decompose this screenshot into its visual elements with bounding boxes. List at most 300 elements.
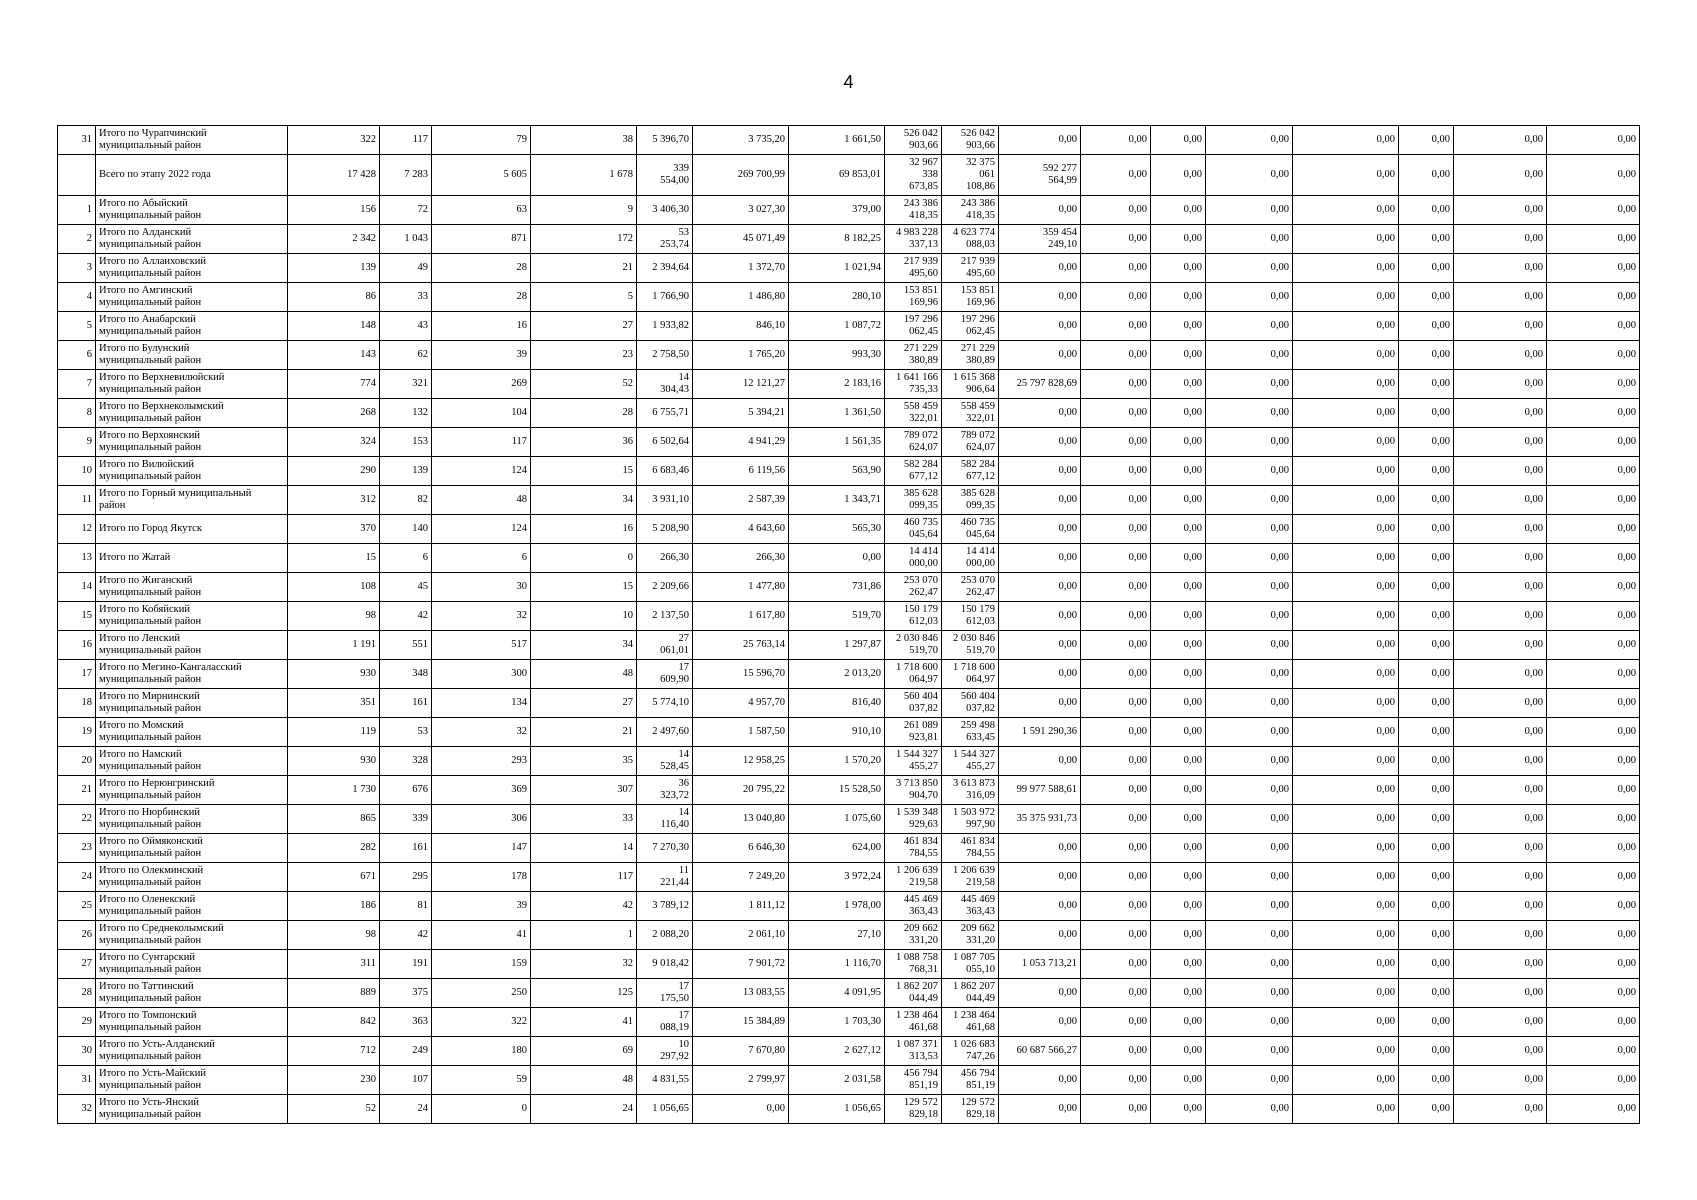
value-cell-c8-line: 037,82 [909,703,938,714]
value-cell-c2: 348 [380,660,432,689]
value-cell-c13: 0,00 [1206,1008,1293,1037]
table-row [58,126,1640,155]
value-cell-c6: 4 643,60 [693,515,789,544]
value-cell-c15: 0,00 [1399,689,1454,718]
value-cell-c9-line: 1 503 972 [953,807,995,818]
value-cell-c9 [942,341,999,370]
value-cell-c15: 0,00 [1399,718,1454,747]
row-name-cell-line: муниципальный район [99,964,202,975]
value-cell-c8-line: 903,66 [909,140,938,151]
value-cell-c14: 0,00 [1293,341,1399,370]
value-cell-c12: 0,00 [1151,486,1206,515]
value-cell-c14: 0,00 [1293,428,1399,457]
value-cell-c15: 0,00 [1399,457,1454,486]
value-cell-c5 [637,660,693,689]
value-cell-c10-line: 359 454 [1042,227,1077,238]
value-cell-c14: 0,00 [1293,370,1399,399]
row-index-cell: 31 [58,126,96,155]
value-cell-c12: 0,00 [1151,805,1206,834]
value-cell-c9-line: 1 862 207 [953,981,995,992]
row-name-cell-line: Итого по Нюрбинский [99,807,200,818]
value-cell-c6: 5 394,21 [693,399,789,428]
value-cell-c7: 1 021,94 [789,254,885,283]
value-cell-c13: 0,00 [1206,805,1293,834]
value-cell-c10 [999,457,1081,486]
row-name-cell-line: муниципальный район [99,616,202,627]
value-cell-c8 [885,126,942,155]
value-cell-c11: 0,00 [1081,1037,1151,1066]
row-name-cell [96,283,288,312]
value-cell-c15: 0,00 [1399,1037,1454,1066]
value-cell-c1: 712 [288,1037,380,1066]
value-cell-c10-line: 564,99 [1048,175,1077,186]
row-name-cell [96,660,288,689]
value-cell-c11: 0,00 [1081,155,1151,196]
row-name-cell-line: муниципальный район [99,1080,202,1091]
value-cell-c8-line: 582 284 [903,459,938,470]
value-cell-c14: 0,00 [1293,660,1399,689]
value-cell-c16: 0,00 [1454,573,1547,602]
value-cell-c12: 0,00 [1151,283,1206,312]
table-row [58,631,1640,660]
value-cell-c8 [885,399,942,428]
row-name-cell-line: Итого по Верхнеколымский [99,401,224,412]
value-cell-c9-line: 677,12 [966,471,995,482]
value-cell-c9 [942,776,999,805]
value-cell-c16: 0,00 [1454,718,1547,747]
value-cell-c4: 28 [531,399,637,428]
value-cell-c17: 0,00 [1547,515,1640,544]
value-cell-c2: 140 [380,515,432,544]
value-cell-c8 [885,573,942,602]
value-cell-c8 [885,1095,942,1124]
value-cell-c8-line: 418,35 [909,210,938,221]
row-name-cell [96,1037,288,1066]
row-name-cell-line: Итого по Таттинский [99,981,194,992]
value-cell-c3: 39 [432,892,531,921]
row-name-cell [96,573,288,602]
value-cell-c8 [885,283,942,312]
value-cell-c13: 0,00 [1206,312,1293,341]
value-cell-c6: 12 121,27 [693,370,789,399]
value-cell-c9-line: 129 572 [960,1097,995,1108]
value-cell-c12: 0,00 [1151,602,1206,631]
value-cell-c14: 0,00 [1293,776,1399,805]
value-cell-c5-line: 2 394,64 [652,262,689,273]
row-name-cell-line: Итого по Момский [99,720,184,731]
table-row [58,602,1640,631]
value-cell-c10-line: 0,00 [1058,668,1077,679]
row-index-cell: 20 [58,747,96,776]
value-cell-c8 [885,834,942,863]
value-cell-c5-line: 2 088,20 [652,929,689,940]
value-cell-c2: 328 [380,747,432,776]
value-cell-c15: 0,00 [1399,776,1454,805]
value-cell-c5-line: 6 502,64 [652,436,689,447]
value-cell-c9-line: 1 544 327 [953,749,995,760]
value-cell-c6: 2 799,97 [693,1066,789,1095]
value-cell-c8 [885,225,942,254]
value-cell-c2: 42 [380,921,432,950]
value-cell-c3: 178 [432,863,531,892]
value-cell-c9-line: 153 851 [960,285,995,296]
value-cell-c13: 0,00 [1206,573,1293,602]
row-name-cell-line: Итого по Жиганский [99,575,193,586]
value-cell-c15: 0,00 [1399,399,1454,428]
value-cell-c10-line: 0,00 [1058,842,1077,853]
value-cell-c5-line: 339 [673,163,689,174]
value-cell-c8-line: 064,97 [909,674,938,685]
value-cell-c10-line: 60 687 566,27 [1016,1045,1077,1056]
value-cell-c4: 33 [531,805,637,834]
value-cell-c17: 0,00 [1547,718,1640,747]
value-cell-c4: 34 [531,486,637,515]
value-cell-c8-line: 789 072 [903,430,938,441]
value-cell-c1: 1 191 [288,631,380,660]
row-name-cell [96,155,288,196]
value-cell-c1: 774 [288,370,380,399]
value-cell-c2: 249 [380,1037,432,1066]
value-cell-c5 [637,573,693,602]
value-cell-c14: 0,00 [1293,689,1399,718]
value-cell-c5-line: 2 497,60 [652,726,689,737]
value-cell-c5 [637,892,693,921]
value-cell-c9 [942,747,999,776]
value-cell-c10-line: 0,00 [1058,1016,1077,1027]
value-cell-c6: 13 040,80 [693,805,789,834]
row-name-cell-line: муниципальный район [99,877,202,888]
value-cell-c16: 0,00 [1454,863,1547,892]
row-name-cell-line: Итого по Сунтарский [99,952,195,963]
value-cell-c9 [942,573,999,602]
value-cell-c5-line: 6 755,71 [652,407,689,418]
value-cell-c17: 0,00 [1547,486,1640,515]
value-cell-c16: 0,00 [1454,283,1547,312]
value-cell-c4: 15 [531,573,637,602]
value-cell-c6: 7 249,20 [693,863,789,892]
value-cell-c5 [637,1095,693,1124]
value-cell-c9-line: 1 718 600 [953,662,995,673]
value-cell-c7: 731,86 [789,573,885,602]
row-name-cell-line: Итого по Ленский [99,633,181,644]
value-cell-c8-line: 217 939 [903,256,938,267]
value-cell-c9-line: 380,89 [966,355,995,366]
row-name-cell [96,515,288,544]
row-index-cell: 14 [58,573,96,602]
value-cell-c1: 139 [288,254,380,283]
value-cell-c11: 0,00 [1081,544,1151,573]
value-cell-c16: 0,00 [1454,805,1547,834]
value-cell-c9-line: 633,45 [966,732,995,743]
value-cell-c17: 0,00 [1547,834,1640,863]
value-cell-c8-line: 673,85 [909,181,938,192]
value-cell-c10-line: 0,00 [1058,262,1077,273]
value-cell-c17: 0,00 [1547,341,1640,370]
value-cell-c5-line: 2 758,50 [652,349,689,360]
row-index-cell: 7 [58,370,96,399]
value-cell-c14: 0,00 [1293,283,1399,312]
value-cell-c4: 38 [531,126,637,155]
value-cell-c6: 25 763,14 [693,631,789,660]
value-cell-c3: 30 [432,573,531,602]
value-cell-c14: 0,00 [1293,805,1399,834]
value-cell-c3: 180 [432,1037,531,1066]
value-cell-c1: 865 [288,805,380,834]
value-cell-c9-line: 088,03 [966,239,995,250]
value-cell-c5 [637,196,693,225]
value-cell-c9 [942,225,999,254]
value-cell-c13: 0,00 [1206,979,1293,1008]
value-cell-c9-line: 316,09 [966,790,995,801]
value-cell-c7: 1 661,50 [789,126,885,155]
value-cell-c5-line: 10 [678,1039,689,1050]
value-cell-c9 [942,805,999,834]
value-cell-c9-line: 061 [979,169,995,180]
value-cell-c6: 1 765,20 [693,341,789,370]
value-cell-c7: 1 978,00 [789,892,885,921]
row-name-cell-line: муниципальный район [99,239,202,250]
value-cell-c8-line: 099,35 [909,500,938,511]
value-cell-c15: 0,00 [1399,747,1454,776]
value-cell-c9-line: 456 794 [960,1068,995,1079]
value-cell-c13: 0,00 [1206,834,1293,863]
row-name-cell [96,399,288,428]
value-cell-c13: 0,00 [1206,486,1293,515]
value-cell-c15: 0,00 [1399,863,1454,892]
value-cell-c11: 0,00 [1081,225,1151,254]
row-index-cell: 9 [58,428,96,457]
value-cell-c17: 0,00 [1547,544,1640,573]
value-cell-c16: 0,00 [1454,312,1547,341]
value-cell-c17: 0,00 [1547,660,1640,689]
value-cell-c2: 42 [380,602,432,631]
table-row [58,544,1640,573]
value-cell-c12: 0,00 [1151,834,1206,863]
value-cell-c13: 0,00 [1206,1095,1293,1124]
value-cell-c5-line: 11 [678,865,689,876]
value-cell-c10 [999,689,1081,718]
value-cell-c2: 321 [380,370,432,399]
row-name-cell-line: Итого по Анабарский [99,314,196,325]
value-cell-c9 [942,892,999,921]
value-cell-c10-line: 0,00 [1058,987,1077,998]
value-cell-c8 [885,689,942,718]
row-index-cell: 8 [58,399,96,428]
value-cell-c8 [885,1037,942,1066]
value-cell-c5 [637,747,693,776]
value-cell-c9-line: 851,19 [966,1080,995,1091]
row-name-cell-line: Итого по Горный муниципальный [99,488,252,499]
value-cell-c11: 0,00 [1081,312,1151,341]
value-cell-c4: 1 678 [531,155,637,196]
value-cell-c1: 290 [288,457,380,486]
value-cell-c14: 0,00 [1293,1037,1399,1066]
value-cell-c4: 41 [531,1008,637,1037]
value-cell-c9-line: 461 834 [960,836,995,847]
value-cell-c9-line: 062,45 [966,326,995,337]
value-cell-c3: 28 [432,283,531,312]
value-cell-c10-line: 99 977 588,61 [1016,784,1077,795]
value-cell-c10 [999,747,1081,776]
value-cell-c9-line: 044,49 [966,993,995,1004]
row-name-cell-line: Итого по Кобяйский [99,604,190,615]
data-table [57,125,1640,1124]
value-cell-c10-line: 0,00 [1058,639,1077,650]
value-cell-c8-line: 526 042 [903,128,938,139]
value-cell-c13: 0,00 [1206,950,1293,979]
value-cell-c6: 4 941,29 [693,428,789,457]
value-cell-c12: 0,00 [1151,892,1206,921]
value-cell-c8-line: 2 030 846 [896,633,938,644]
value-cell-c11: 0,00 [1081,892,1151,921]
value-cell-c16: 0,00 [1454,126,1547,155]
value-cell-c6: 20 795,22 [693,776,789,805]
row-index-cell: 25 [58,892,96,921]
row-name-cell-line: муниципальный район [99,140,202,151]
value-cell-c9-line: 037,82 [966,703,995,714]
row-index-cell [58,155,96,196]
value-cell-c9 [942,979,999,1008]
value-cell-c12: 0,00 [1151,341,1206,370]
value-cell-c12: 0,00 [1151,631,1206,660]
value-cell-c3: 104 [432,399,531,428]
value-cell-c10-line: 0,00 [1058,697,1077,708]
value-cell-c8-line: 1 087 371 [896,1039,938,1050]
row-index-cell: 11 [58,486,96,515]
value-cell-c8 [885,718,942,747]
value-cell-c1: 324 [288,428,380,457]
row-name-cell [96,1095,288,1124]
value-cell-c7: 8 182,25 [789,225,885,254]
value-cell-c5-line: 5 774,10 [652,697,689,708]
value-cell-c8 [885,979,942,1008]
value-cell-c17: 0,00 [1547,892,1640,921]
value-cell-c6: 269 700,99 [693,155,789,196]
value-cell-c6: 846,10 [693,312,789,341]
value-cell-c6: 4 957,70 [693,689,789,718]
row-name-cell [96,312,288,341]
value-cell-c7: 2 013,20 [789,660,885,689]
value-cell-c4: 0 [531,544,637,573]
value-cell-c15: 0,00 [1399,602,1454,631]
value-cell-c14: 0,00 [1293,1095,1399,1124]
value-cell-c10 [999,283,1081,312]
value-cell-c16: 0,00 [1454,979,1547,1008]
value-cell-c9-line: 363,43 [966,906,995,917]
value-cell-c3: 159 [432,950,531,979]
value-cell-c8-line: 1 206 639 [896,865,938,876]
value-cell-c9-line: 526 042 [960,128,995,139]
value-cell-c5-line: 14 [678,749,689,760]
value-cell-c4: 16 [531,515,637,544]
value-cell-c10-line: 0,00 [1058,552,1077,563]
value-cell-c1: 119 [288,718,380,747]
value-cell-c8-line: 929,63 [909,819,938,830]
value-cell-c1: 351 [288,689,380,718]
value-cell-c5-line: 5 396,70 [652,134,689,145]
value-cell-c16: 0,00 [1454,834,1547,863]
row-name-cell-line: Итого по Амгинский [99,285,193,296]
value-cell-c12: 0,00 [1151,399,1206,428]
value-cell-c5-line: 304,43 [660,384,689,395]
value-cell-c14: 0,00 [1293,1066,1399,1095]
value-cell-c8-line: 4 983 228 [896,227,938,238]
table-row [58,399,1640,428]
value-cell-c9-line: 455,27 [966,761,995,772]
value-cell-c7: 1 343,71 [789,486,885,515]
value-cell-c13: 0,00 [1206,341,1293,370]
value-cell-c8 [885,428,942,457]
value-cell-c8-line: 044,49 [909,993,938,1004]
row-name-cell [96,863,288,892]
value-cell-c9-line: 262,47 [966,587,995,598]
row-name-cell-line: Итого по Усть-Алданский [99,1039,215,1050]
value-cell-c11: 0,00 [1081,1095,1151,1124]
table-row [58,225,1640,254]
value-cell-c10 [999,225,1081,254]
value-cell-c1: 52 [288,1095,380,1124]
value-cell-c9-line: 829,18 [966,1109,995,1120]
value-cell-c12: 0,00 [1151,863,1206,892]
value-cell-c13: 0,00 [1206,428,1293,457]
value-cell-c8-line: 677,12 [909,471,938,482]
row-name-cell-line: муниципальный район [99,384,202,395]
value-cell-c4: 27 [531,312,637,341]
value-cell-c17: 0,00 [1547,457,1640,486]
value-cell-c3: 32 [432,718,531,747]
value-cell-c9-line: 32 375 [966,157,995,168]
value-cell-c10-line: 0,00 [1058,291,1077,302]
table-row [58,341,1640,370]
value-cell-c8-line: 363,43 [909,906,938,917]
value-cell-c10 [999,254,1081,283]
row-name-cell-line: Итого по Булунский [99,343,190,354]
value-cell-c5-line: 088,19 [660,1022,689,1033]
value-cell-c4: 14 [531,834,637,863]
value-cell-c8-line: 735,33 [909,384,938,395]
value-cell-c8 [885,341,942,370]
value-cell-c7: 1 075,60 [789,805,885,834]
value-cell-c5-line: 1 933,82 [652,320,689,331]
value-cell-c9-line: 418,35 [966,210,995,221]
value-cell-c14: 0,00 [1293,225,1399,254]
value-cell-c10 [999,126,1081,155]
value-cell-c2: 81 [380,892,432,921]
value-cell-c5 [637,283,693,312]
value-cell-c9-line: 064,97 [966,674,995,685]
table-body [58,126,1640,1124]
value-cell-c15: 0,00 [1399,486,1454,515]
value-cell-c16: 0,00 [1454,1066,1547,1095]
value-cell-c2: 132 [380,399,432,428]
value-cell-c11: 0,00 [1081,428,1151,457]
value-cell-c9-line: 1 238 464 [953,1010,995,1021]
value-cell-c7: 0,00 [789,544,885,573]
value-cell-c16: 0,00 [1454,776,1547,805]
value-cell-c17: 0,00 [1547,921,1640,950]
value-cell-c8-line: 1 862 207 [896,981,938,992]
value-cell-c8 [885,515,942,544]
value-cell-c11: 0,00 [1081,1008,1151,1037]
value-cell-c3: 322 [432,1008,531,1037]
value-cell-c6: 1 811,12 [693,892,789,921]
value-cell-c5-line: 323,72 [660,790,689,801]
row-name-cell-line: Итого по Оленекский [99,894,196,905]
value-cell-c3: 293 [432,747,531,776]
value-cell-c11: 0,00 [1081,602,1151,631]
value-cell-c7: 4 091,95 [789,979,885,1008]
value-cell-c5 [637,805,693,834]
